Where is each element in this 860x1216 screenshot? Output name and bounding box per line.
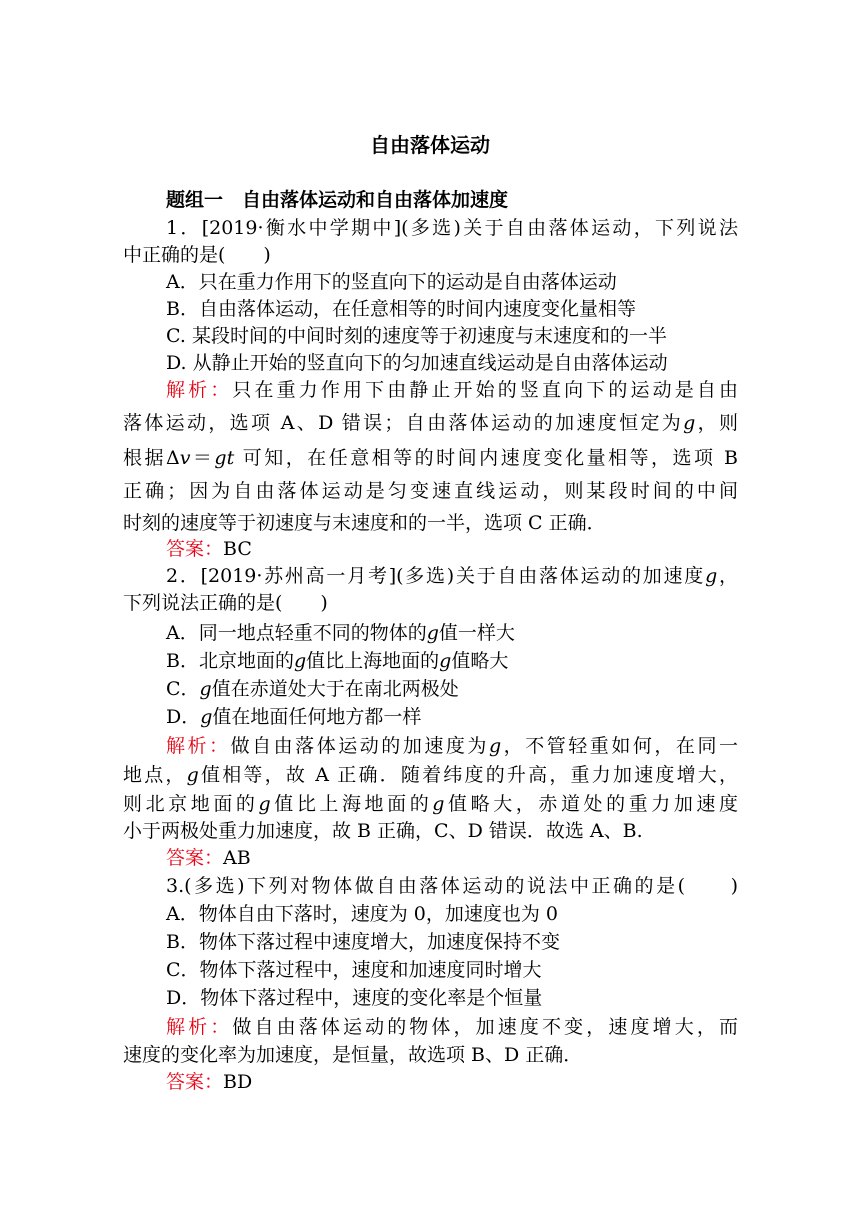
option-text: 值在地面任何地方都一样: [212, 706, 422, 728]
question-1-analysis-line: 时刻的速度等于初速度与末速度和的一半，选项 C 正确．: [123, 512, 606, 534]
symbol-g: g: [683, 412, 696, 434]
symbol-g: g: [432, 793, 445, 815]
question-1-option-a: A．只在重力作用下的竖直向下的运动是自由落体运动: [166, 271, 617, 293]
question-2-option-d: [166, 704, 738, 731]
question-3-analysis-line: [166, 1014, 738, 1041]
option-text: 值比上海地面的: [306, 650, 440, 672]
analysis-label: 解析：: [166, 1016, 233, 1038]
answer-value: BD: [223, 1071, 253, 1093]
symbol-g: g: [426, 622, 439, 644]
option-text: 值一样大: [438, 622, 515, 644]
analysis-text: 值比上海地面的: [270, 793, 433, 815]
option-text: D．: [166, 706, 201, 728]
analysis-text: 地点，: [123, 764, 187, 786]
symbol-g: g: [488, 735, 502, 757]
analysis-text: 做自由落体运动的加速度为: [230, 735, 489, 757]
analysis-text: ，不管轻重如何，在同一: [501, 735, 738, 757]
question-2-option-c: [166, 676, 738, 703]
option-text: A．同一地点轻重不同的物体的: [166, 622, 427, 644]
question-2-analysis-line: [123, 791, 738, 818]
symbol-v: v: [179, 447, 191, 469]
question-2-analysis-line: [123, 762, 738, 789]
analysis-text: 值略大，赤道处的重力加速度: [444, 793, 738, 815]
question-3-option-a: A．物体自由下落时，速度为 0，加速度也为 0: [166, 903, 558, 925]
stem-text: 2．[2019·苏州高一月考](多选)关于自由落体运动的加速度: [166, 565, 706, 587]
question-1-analysis-line: [123, 445, 738, 472]
group-heading: 题组一 自由落体运动和自由落体加速度: [166, 189, 509, 211]
question-2-stem-cont: 下列说法正确的是( ): [123, 592, 328, 614]
question-2-analysis-line: 小于两极处重力加速度，故 B 正确，C、D 错误．故选 A、B.: [123, 820, 643, 842]
question-1-analysis-line: [123, 410, 738, 437]
analysis-text: 值相等，故 A 正确．随着纬度的升高，重力加速度增大，: [198, 764, 738, 786]
page-title: 自由落体运动: [370, 133, 490, 157]
question-1-stem: 1．[2019·衡水中学期中](多选)关于自由落体运动，下列说法: [166, 217, 738, 239]
question-2-option-b: [166, 648, 738, 675]
answer-label: 答案：: [166, 847, 224, 869]
symbol-gt: gt: [214, 447, 235, 469]
analysis-text: 可知，在任意相等的时间内速度变化量相等，选项 B: [234, 447, 738, 469]
question-2-analysis-line: [166, 733, 738, 760]
symbol-g: g: [258, 793, 271, 815]
analysis-text: 做自由落体运动的物体，加速度不变，速度增大，而: [232, 1016, 738, 1038]
option-text: 值略大: [451, 650, 509, 672]
analysis-text: 根据Δ: [123, 447, 180, 469]
question-1-stem-cont: 中正确的是( ): [123, 244, 271, 266]
answer-value: AB: [223, 847, 251, 869]
stem-text: ，: [717, 565, 738, 587]
symbol-equals: ＝: [190, 447, 215, 469]
question-1-option-d: D. 从静止开始的竖直向下的匀加速直线运动是自由落体运动: [166, 352, 668, 374]
analysis-text: 落体运动，选项 A、D 错误；自由落体运动的加速度恒定为: [123, 412, 684, 434]
question-2-stem: [166, 563, 738, 590]
question-2-option-a: [166, 620, 738, 647]
question-3-analysis-line: 速度的变化率为加速度，是恒量，故选项 B、D 正确．: [123, 1044, 583, 1066]
question-1-analysis-line: 正确；因为自由落体运动是匀变速直线运动，则某段时间的中间: [123, 480, 738, 502]
question-3-option-d: D．物体下落过程中，速度的变化率是个恒量: [166, 987, 543, 1009]
analysis-text: ，则: [695, 412, 738, 434]
question-1-option-b: B．自由落体运动，在任意相等的时间内速度变化量相等: [166, 298, 636, 320]
symbol-g: g: [186, 764, 199, 786]
analysis-text: 只在重力作用下由静止开始的竖直向下的运动是自由: [232, 379, 738, 401]
question-2-answer: [166, 845, 738, 872]
question-3-answer: [166, 1069, 738, 1096]
symbol-g: g: [200, 706, 213, 728]
question-3-option-c: C．物体下落过程中，速度和加速度同时增大: [166, 959, 542, 981]
option-text: 值在赤道处大于在南北两极处: [211, 678, 459, 700]
symbol-g: g: [199, 678, 212, 700]
question-1-option-c: C. 某段时间的中间时刻的速度等于初速度与末速度和的一半: [166, 325, 667, 347]
analysis-label: 解析：: [166, 379, 233, 401]
option-text: C．: [166, 678, 200, 700]
question-1-answer: [166, 536, 738, 563]
question-3-stem: 3.(多选)下列对物体做自由落体运动的说法中正确的是( ): [166, 875, 738, 897]
question-3-option-b: B．物体下落过程中速度增大，加速度保持不变: [166, 931, 560, 953]
question-1-analysis-line: [166, 377, 738, 404]
symbol-g: g: [705, 565, 718, 587]
symbol-g: g: [293, 650, 307, 672]
analysis-label: 解析：: [166, 735, 231, 757]
answer-label: 答案：: [166, 538, 224, 560]
answer-value: BC: [223, 538, 252, 560]
analysis-text: 则北京地面的: [123, 793, 259, 815]
option-text: B．北京地面的: [166, 650, 294, 672]
answer-label: 答案：: [166, 1071, 224, 1093]
symbol-g: g: [439, 650, 452, 672]
